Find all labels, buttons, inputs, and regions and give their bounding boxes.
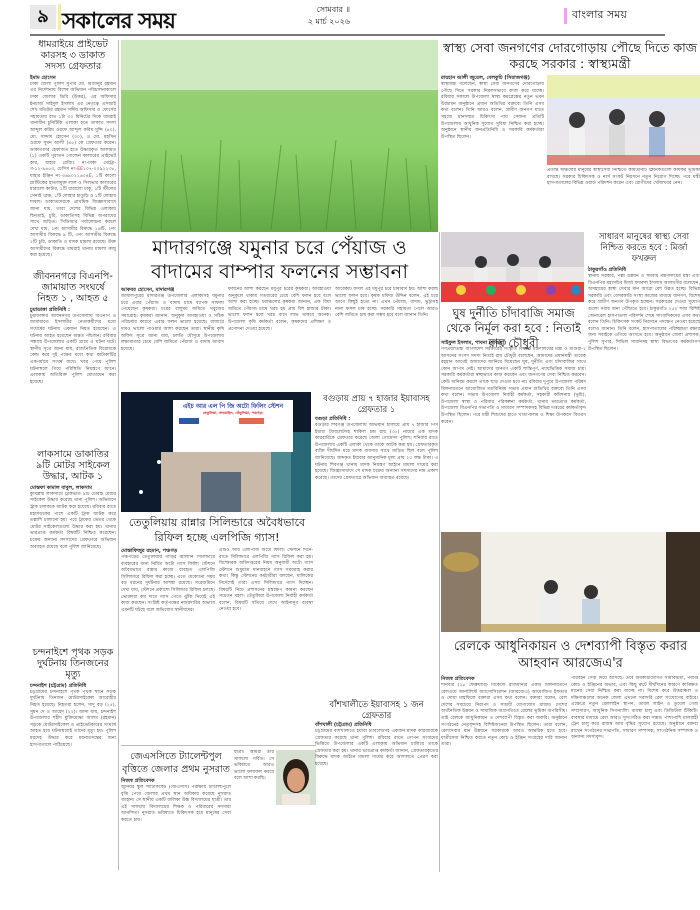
headline: লাকসামে ডাকাতির ৯টি মোটর সাইকেল উদ্ধার, আটক ১ [36,449,110,482]
article-dhamrai [30,40,116,268]
article-body: পরিবহন সেবা দিয়ে আসছে। তবে অবকাঠামোগত সীমাবদ্ধতা, পর্যাপ্ত কোচ ও ইঞ্জিনের অভাব, এবং কিছু রুটে দীর্ঘদিনের কারণে কাঙ্ক্ষিত মানের সেবা নিশ্চিত করা যাচ্ছে না। বিশেষ করে উত্তরাঞ্চল ও দক্ষিণাঞ্চলের অনেক জেলা এখনো সরাসরি রেল সংযোগের বাইরে। এক্ষেত্রে নতুন রেললাইন স্থাপন, ডাবল লাইন ও ডুয়েল গেজ সম্প্রসারণ, আধুনিক সিগন্যালিং ব্যবস্থা চালু এবং ডিজিটাল টিকিটিং ব্যবস্থার মাধ্যমে রেল আরও সুসংগঠিত করা সম্ভব। পাশাপাশি মালবাহী ট্রেন চালু করে রাজস্ব আয় বৃদ্ধির সুযোগ রয়েছে। অনুষ্ঠানে বক্তব্য রাখেন সংগঠনের সভাপতি, সাধারণ সম্পাদক, সাংগঠনিক সম্পাদক ও অন্যান্য সদস্যবৃন্দ। [571,676,698,741]
portrait-illustration [276,750,316,805]
event-illustration [441,532,700,632]
article-lpg [121,548,313,741]
banner [547,75,700,97]
issue-day: সোমবার ॥ [316,5,350,14]
article-body: এটিও আর এলপিজি অটো ফিলিং স্টেশনে দিনে-রাতে সিলিন্ডারে এলপিজি গ্যাস রিফিল করা হয়। বিস্ফোরক অধিদপ্তরের নিয়ম অনুযায়ী অটো গ্যাস স্টেশনে শুধুমাত্র যানবাহনে গ্যাস সরবরাহ করার কথা। কিন্তু স্টেশনের কর্মচারীরা বলছেন, মালিকের নির্দেশেই তারা এসব সিলিন্ডারে গ্যাস দিচ্ছেন। বিষয়টি নিয়ে প্রশাসনের হস্তক্ষেপ কামনা করছেন সচেতন মহল। তেঁতুলিয়া উপজেলা নির্বাহী কর্মকর্তা বলেন, বিষয়টি খতিয়ে দেখে আইনানুগ ব্যবস্থা নেওয়া হবে। [219,548,313,613]
byline: সাইফুল ইসলাম, পাবনা (মাগুরা) [441,340,507,346]
byline: চন্দনাইশ (চট্টগ্রাম) প্রতিনিধি [30,682,87,689]
column-divider [118,40,119,870]
body-text: ১০৭-০০৯২২৩৮, যাহার ইঞ্জিন নং-৩৬৯০২১৬০৪ [30,167,116,180]
article-chandanaish [30,648,116,895]
highlight-text: E [88,174,92,180]
nitai-meeting-photo [441,232,584,302]
section-name: বাংলার সময় [572,8,627,21]
event-illustration [547,75,700,165]
article-jibonnagar [30,272,116,434]
onion-field-photo [121,40,438,232]
headline: রেলকে আধুনিকায়ন ও দেশব্যাপী বিস্তৃত করার আহবান আরজেএ'র [453,639,688,671]
accent-bar-yellow [58,4,61,30]
article-body: স্থানীয় সরকার, পল্লী উন্নয়ন ও সমবায় মন্ত্রণালয়ের মন্ত্রী এবং বিএনপির মহাসচিব মির্জা ফখরুল ইসলাম আলমগীর বলেছেন, অসহায়ের স্বাস্থ্য সেবার মান আরো বেশ উন্নত হচ্ছে। বিভিন্ন সরকারি এবং বেসরকারি সংস্থা কাজের মাধ্যমে জনগণ, বিশেষ করে গ্রামীণ জনগণ উপকৃত হচ্ছেন। সরকারের দেওয়া সুযোগ গুলো সবার জন্য পৌঁছাতে হবে। ঠাকুরগাঁও ২৫০ শয্যা বিশিষ্ট জেনারেল হাসপাতাল পরিদর্শন শেষে সাংবাদিকদের এসব কথা বলেন তিনি। চিকিৎসক সংকট নিরসনে পদক্ষেপ নেওয়া হয়েছে বলেও জানান। তিনি বলেন, হাসপাতালের পরিচ্ছন্নতা রক্ষার জন্য সবাইকে এগিয়ে আসতে হবে। অনুষ্ঠানে জেলা প্রশাসক, পুলিশ সুপার, সিভিল সার্জনসহ স্বাস্থ্য বিভাগের কর্মকর্তাগণ উপস্থিত ছিলেন। [588,274,700,352]
byline: মোস্তফা কামাল বাবুল, লাকসাম [30,484,92,491]
article-body [30,82,116,268]
headline: জীবননগরে বিএনপি-জামায়াত সংঘর্ষে নিহত ১ , আহত ৫ [33,271,113,304]
headline: সাধারণ মানুষের স্বাস্থ্য সেবা নিশ্চিত করতে হবে : মির্জা ফখরুল [598,232,690,264]
byline: আকবর হোসেন, মাদারগঞ্জ [121,287,175,293]
masthead [0,0,700,34]
headline: ঘুষ দুর্নীতি চাঁদাবাজি সমাজ থেকে নির্মূল করা হবে : নিতাই রায় চৌধুরী [446,306,581,350]
headline: জেএসসিতে ট্যালেন্টপুল বৃত্তিতে জেলার প্রথম নুসরাত [122,751,230,775]
article-body: কুমিল্লার লাকসামে ট্রাকভর্তি ৯টি চোরাই মোটর সাইকেল উদ্ধার করেছে থানা পুলিশ। অভিযানে ট্রাক চালককে আটক করা হয়েছে। রবিবার রাতে মহাসড়কের পাশে একটি ট্রাক আটক করে তল্লাশি চালানো হয়। পরে ট্রাকের ভেতর থেকে মোটর সাইকেলগুলো উদ্ধার করা হয়। থানার ভারপ্রাপ্ত কর্মকর্তা বিষয়টি নিশ্চিত করেছেন। চক্রের অন্যান্য সদস্যদের গ্রেফতারে অভিযান অব্যাহত রয়েছে বলে পুলিশ জানিয়েছে। [30,491,116,550]
section-divider [121,745,316,746]
issue-date-text: ২ মার্চ ২০২৬ [307,17,350,26]
byline: রায়হান আলী জুয়েল, বেলকুচি (সিরাজগঞ্জ) [441,75,530,81]
accent-bar-pink [564,8,567,24]
newspaper-logo: সকালের সময় [62,8,176,34]
headline: বাঁশখালীতে ইয়াবাসহ ১ জন গ্রেফতার [329,700,424,721]
byline: ঠাকুরগাঁও প্রতিনিধি [588,267,627,273]
byline: চুয়াডাঙ্গা প্রতিনিধি : [30,306,71,313]
headline: ধামরাইয়ে প্রাইভেট কারসহ ৩ ডাকাত সদস্য গ্রেফতার [38,39,108,72]
railway-event-photo [441,532,700,632]
masthead-rule [30,34,665,36]
article-body: গণপ্রজাতন্ত্রী বাংলাদেশ সরকারের সংস্কৃতি বিষয়ক মন্ত্রণালয়ের মন্ত্রী ও মাগুরা-২ আসনের সংসদ সদস্য নিতাই রায় চৌধুরী বলেছেন, আমাদের প্রধানমন্ত্রী তারেক রহমান আগেই আমাদের জানিয়ে দিয়েছেন ঘুষ, দুর্নীতি এবং চাঁদাবাজির সাথে কোন আপস নেই। আমাদের জনগণ একটি শান্তিপূর্ণ, ন্যায়ভিত্তিক সমাজ চায়। সরকারি কর্মকর্তারা স্বচ্ছভাবে কাজ করবেন এবং জনগণের সেবা নিশ্চিত করবেন। কেউ অনিয়ম করলে তাকে ছাড় দেওয়া হবে না। রবিবার দুপুরে উপজেলা পরিষদ মিলনায়তনে আয়োজিত মতবিনিময় সভায় প্রধান অতিথির বক্তব্যে তিনি এসব কথা বলেন। সভায় উপজেলা নির্বাহী কর্মকর্তা, সহকারী কমিশনার (ভূমি), উপজেলা স্বাস্থ্য ও পরিবার পরিকল্পনা কর্মকর্তা, থানার ভারপ্রাপ্ত কর্মকর্তা, উপজেলা বিএনপির সভাপতি ও সাধারণ সম্পাদকসহ বিভিন্ন দপ্তরের কর্মকর্তাবৃন্দ উপস্থিত ছিলেন। পরে মন্ত্রী শিশুদের হাতে খাতা-কলম ও শিক্ষা উপকরণ বিতরণ করেন। [441,347,586,425]
article-body: পঞ্চগড়ের তেতুলিয়ায় গাড়ির জ্বালানি সিলিন্ডারে ব্যবহারের জন্য নির্মিত অটো গ্যাস ফিলিং স্টেশনে অবৈধভাবে রান্নার কাজে ব্যবহৃত এলপিজি সিলিন্ডারে রিফিল করা হচ্ছে। এতে যেকোনো সময় বড় ধরনের দুর্ঘটনার আশঙ্কা রয়েছে। সরেজমিনে দেখা যায়, স্টেশনে প্রকাশ্যে সিলিন্ডার রিফিল চলছে। ভোক্তারা কম দামে গ্যাস পেতে ঝুঁকি নিয়েই এই কাজ করছেন। সংশ্লিষ্ট কর্তৃপক্ষের নজরদারির অভাবে এমনটি ঘটছে বলে অভিযোগ স্থানীয়দের। [121,555,215,613]
column-divider [439,232,440,872]
headline: স্বাস্থ্য সেবা জনগণের দোরগোড়ায় পৌছে দিতে কাজ করছে সরকার : স্বাস্থ্যমন্ত্রী [443,40,697,71]
student-photo [276,750,316,805]
highlight-text: EE [77,167,84,173]
article-laksam [30,450,116,612]
article-body: বগুড়ার শিবগঞ্জ উপজেলায় অভিযান চালিয়ে প্রায় ৭ হাজার পিস ইয়াবা ট্যাবলেটসহ শাকিল চন্দ্র রায় (৩২) নামের এক মাদক কারবারিকে গ্রেফতার করেছে জেলা গোয়েন্দা পুলিশ। শনিবার রাতে উপজেলার একটি এলাকা থেকে তাকে আটক করা হয়। গ্রেফতারকৃত ব্যক্তি দীর্ঘদিন ধরে মাদক ব্যবসার সাথে জড়িত ছিল বলে পুলিশ জানিয়েছে। জব্দকৃত ইয়াবার আনুমানিক মূল্য প্রায় ২০ লক্ষ টাকা। এ ঘটনায় শিবগঞ্জ থানায় মাদক নিয়ন্ত্রণ আইনে মামলা দায়ের করা হয়েছে। জিজ্ঞাসাবাদে সে মাদক চক্রের অন্যান্য সদস্যদের নাম প্রকাশ করেছে। তাদের গ্রেফতারে অভিযান অব্যাহত রয়েছে। [315,423,438,481]
article-body: জুনিয়র স্কুল সার্টিফিকেট (জেএসসি) পরীক্ষায় ট্যালেন্টপুলে বৃত্তি পেয়ে জেলার প্রথম স্থান অধিকার করেছে নুসরাত জাহান। সে স্থানীয় একটি বালিকা উচ্চ বিদ্যালয়ের ছাত্রী। তার এই সাফল্যে বিদ্যালয়ের শিক্ষক ও পরিবারের সদস্যরা আনন্দিত। নুসরাত ভবিষ্যতে চিকিৎসক হয়ে মানুষের সেবা করতে চায়। [121,785,231,823]
article-body: ছাত্রী। আমরা তার সাফল্যে গর্বিত। সে ভবিষ্যতে আরও ভালো ফলাফল করবে বলে আশা করছি। [234,750,274,782]
article-body: জামালপুরের মাদারগঞ্জ উপজেলার এলাকাসহ যমুনার চরে এবার পেঁয়াজ ও বাদাম চাষে ব্যাপক সাফল্য পেয়েছেন কৃষকরা। চরের বালুময় জমিতে সবুজের সমারোহ। কৃষকরা জানান, অনুকূল আবহাওয়া ও সঠিক পরিচর্যার কারণে এবার ফলন ভালো হয়েছে। বাজারে দামও ভালো পাওয়ার আশা করছেন তারা। স্থানীয় কৃষি অফিস সূত্রে জানা যায়, চলতি মৌসুমে উপজেলায় লক্ষ্যমাত্রার চেয়ে বেশি জমিতে পেঁয়াজ ও বাদাম আবাদ হয়েছে। [121,294,224,352]
article-jsc [121,778,231,865]
body-text: ঢাকা জেলা পুলিশ সুপার মো. মিজানুর রহমান এর নির্দেশনায় বিশেষ অভিযান পরিচালনাকালে ঢাকা জেলার ডিবি (উত্তর), এর অফিসার ইনচার্জ সাইদুল ইসলাম এর নেতৃত্বে এসআই শেখ মতিউর রহমান সঙ্গীয় অফিসার ও ফোর্সের সহায়তায় রাত ১টা ৩০ মিনিটের দিকে ধামরাই থানাধীন চুনিটিকি এলাকা হতে ডাকাত সদস্য আব্দুল করিম ওরফে আব্দুল করিম মুন্সি (৪০), মো. সাদ্দাম হোসেন (৩০), ও মো. মহসিন ওরফে সুমন আলী (৪৫) কে গ্রেফতার করেন। ডাকাতদের হেফাজত হতে উদ্ধারকৃত আলামত (১) একটি পুরাতন গোল্ডেন কালারের প্রাইভেট কার, যাহার রেজিঃ নং-ঢাকা মেট্রো-গ-১২-৯৪৫৩, চেসিস নং- [30,81,116,173]
article-bogura [315,394,438,673]
byline: বগুড়া প্রতিনিধি : [315,416,351,422]
station-sign-title: এইচ আর এল পি জি অটো ফিলিং স্টেশন [182,403,284,410]
article-mirza [588,267,700,480]
article-body: শনিবার (২৮ ফেব্রুয়ারি) বিকেলে রাজধানীর একটি মিলনায়তনে রেলওয়ে জার্নালিস্ট অ্যাসোসিয়েশন (আরজেএ) আয়োজিত ইফতার ও দোয়া মাহফিলে বক্তারা এসব কথা বলেন। বক্তারা বলেন, রেল দেশের সবচেয়ে নিরাপদ ও সাশ্রয়ী যোগাযোগ মাধ্যম। দেশের অর্থনৈতিক উন্নয়ন ও সামাজিক অগ্রগতিতে রেলের ভূমিকা অপরিসীম। তাই রেলকে আধুনিকায়ন ও দেশব্যাপী বিস্তৃত করা জরুরি। অনুষ্ঠানে সংগঠনের নেতৃবৃন্দসহ বিশিষ্টজনেরা উপস্থিত ছিলেন। তারা বলেন, রেলসেবার মান উন্নয়নে সরকারকে আরও আন্তরিক হতে হবে। যাত্রীসেবা নিশ্চিত করতে নতুন কোচ ও ইঞ্জিন সংগ্রহের দাবি জানান তারা। [441,683,567,748]
meeting-illustration [441,232,584,302]
headline: তেতুলিয়ায় রান্নার সিলিন্ডারে অবৈধভাবে রিফিল হচ্ছে এলপিজি গ্যাস! [128,516,306,544]
station-sign-subtitle: তেতুলিয়া, সাতমাইল, তেঁতুলিয়া, পঞ্চগড়। [202,411,264,415]
article-railway [441,676,700,869]
article-health [441,75,544,202]
byline: বাঁশখালী (চট্টগ্রাম) প্রতিনিধি [315,722,372,728]
article-body: চট্টগ্রামের বাঁশখালীতে ইয়াবা ট্যাবলেটসহ একজন মাদক কারবারিকে গ্রেফতার করেছে থানা পুলিশ। রবিবার রাতে গোপন সংবাদের ভিত্তিতে উপজেলার একটি এলাকায় অভিযান চালিয়ে তাকে গ্রেফতার করা হয়। থানার ভারপ্রাপ্ত কর্মকর্তা জানান, গ্রেফতারকৃতের বিরুদ্ধে মাদক আইনে মামলা দায়ের করে আদালতে প্রেরণ করা হয়েছে। [315,729,438,767]
article-madarganj [121,287,438,386]
article-banshkhali [315,700,438,859]
byline: নিজস্ব প্রতিবেদক [441,676,475,682]
headline: বগুড়ায় প্রায় ৭ হাজার ইয়াবাসহ গ্রেফতার ১ [323,394,430,415]
headline: চন্দনাইশে পৃথক সড়ক দুর্ঘটনায় তিনজনের মৃত্যু [32,647,114,680]
byline: মোস্তাফিজুর রহমান, পঞ্চগড় [121,548,178,554]
article-body: চুয়াডাঙ্গার জীবননগর উপজেলায় বিএনপি ও জামায়াতে ইসলামীর নেতাকর্মীদের মধ্যে সংঘর্ষের ঘটনায় একজন নিহত হয়েছেন। এ ঘটনায় আহত হয়েছেন অন্তত পাঁচজন। রবিবার সন্ধ্যায় উপজেলার একটি গ্রামে এ ঘটনা ঘটে। স্থানীয় সূত্রে জানা যায়, রাজনৈতিক বিরোধকে কেন্দ্র করে দুই পক্ষের মধ্যে কথা কাটাকাটির একপর্যায়ে সংঘর্ষ বাধে। খবর পেয়ে পুলিশ ঘটনাস্থলে গিয়ে পরিস্থিতি নিয়ন্ত্রণে আনে। এলাকায় অতিরিক্ত পুলিশ মোতায়েন করা হয়েছে। [30,313,116,385]
sky [121,40,438,90]
article-nitai [441,340,586,483]
byline: নিজস্ব প্রতিবেদক [121,778,155,784]
byline: ইমাম হোসেন [30,74,56,81]
field-illustration [121,40,438,232]
lpg-station-photo [121,392,311,512]
health-minister-photo [547,75,700,165]
article-body: ফলনের আশা করছেন মধুপুর চরের কৃষকরা। আবহাওয়া অনুকূলে থাকায় গতবারের চেয়ে বেশি ফলন হবে বলে আশা করা হচ্ছে। চরাঞ্চলের কৃষকরা জানান, এক বিঘা জমিতে পেঁয়াজ চাষে খরচ হয় প্রায় বিশ হাজার টাকা। ভালো ফলন হলে খরচ বাদে লাভ থাকবে অনেক। উপজেলা কৃষি কর্মকর্তা বলেন, কৃষকদের প্রশিক্ষণ ও প্রণোদনা দেওয়া হয়েছে। [228,287,331,332]
article-body: স্বাস্থ্যমন্ত্রী বলেছেন, স্বাস্থ্য সেবা জনগণের দোরগোড়ায় পৌছে দিতে সরকার নিরলসভাবে কাজ করে যাচ্ছে। রবিবার সকালে উপজেলা স্বাস্থ্য কমপ্লেক্সের নতুন ভবন উদ্বোধন অনুষ্ঠানে প্রধান অতিথির বক্তব্যে তিনি এসব কথা বলেন। তিনি আরও বলেন, গ্রামীণ জনগণ যাতে সহজে মানসম্মত চিকিৎসা পায় সেজন্য প্রতিটি উপজেলায় আধুনিক সুযোগ সুবিধা নিশ্চিত করা হচ্ছে। অনুষ্ঠানে স্থানীয় জনপ্রতিনিধি ও সরকারি কর্মকর্তারা উপস্থিত ছিলেন। [441,82,544,140]
body-text: , ১টি কালো প্লাস্টিকের হাতলযুক্ত লাল ও সিলভার কালারের ধারালো কাটার, ১টি ধারালো চাকু, ১টি স্টীলের সেনাই রেঞ্চ, ১টি লোহার হাতুড়ি ও ১টি লোহার শাবল। ডাকাতদেরকে প্রাথমিক জিজ্ঞাসাবাদে জানা যায়, তারা দেশের বিভিন্ন এলাকায় ছিনতাই, চুরি, ডাকাতিসহ বিভিন্ন অপরাধের সাথে জড়িত। সিডিআর পর্যালোচনা করলে দেখা যায়, ১নং আসামীর বিরুদ্ধে ১৬টি, ২নং আসামীর বিরুদ্ধে ৯ টি, ৩নং আসামীর বিরুদ্ধে ২টি চুরি, ডাকাতি ও মাদক মামলা রয়েছে। উক্ত আসামীদের বিরুদ্ধে ধামরাই থানায় মামলা রুজু করা হয়েছে। [30,174,116,259]
page-number: ৯ [30,5,56,29]
article-body: আরেকটি ফসল এই মধুপুর চরে চাষাবাদ হয়। আশা করছি ভালো ফলন হবে। কৃষক মফিজ উদ্দিন বলেন, এই চরে আগে কিছুই হতো না। এখন পেঁয়াজ, বাদাম, ভুট্টাসহ নানা ফসল চাষ হচ্ছে। সরকারি সহায়তা পেলে আরও বেশি জমিতে চাষ করা সম্ভব হবে বলে জানান তিনি। [335,287,438,319]
headline: মাদারগঞ্জে যমুনার চরে পেঁয়াজ ও বাদামের বাম্পার ফলনের সম্ভাবনা [151,236,408,283]
article-body: চট্টগ্রামের চন্দনাইশে পৃথক পৃথক স্থানে সড়ক দুর্ঘটনায় তিনজন মোটরসাইকেল আরোহীর নিহত হয়েছে। নিহতরা হলেন, সাদু বড় (২৫), সুমন দে ও জাহেদ (২২)। জানা যায়, চন্দনাইশ উপজেলার শহীদ মুক্তিযোদ্ধা আলম (রহমান) সড়কে মোটরসাইকেল ও প্রাইভেটকারের সংঘর্ষে আহত হয়ে ঘটনাস্থলেই তাদের মৃত্যু হয়। পুলিশ মরদেহ উদ্ধার করে ময়নাতদন্তের জন্য হাসপাতালে পাঠিয়েছে। [30,689,116,748]
issue-date [270,4,350,28]
article-body: প্রত্যন্ত অঞ্চলের মানুষের স্বাস্থ্যসেবা নিশ্চিতে কমিউনিটি ক্লিনিকগুলো কার্যকর ভূমিকা রাখছে। সরকার চিকিৎসক ও নার্স সংকট নিরসনে নতুন নিয়োগ দিচ্ছে। পরে মন্ত্রী হাসপাতালের বিভিন্ন ওয়ার্ড পরিদর্শন করেন এবং রোগীদের খোঁজখবর নেন। [547,168,700,187]
